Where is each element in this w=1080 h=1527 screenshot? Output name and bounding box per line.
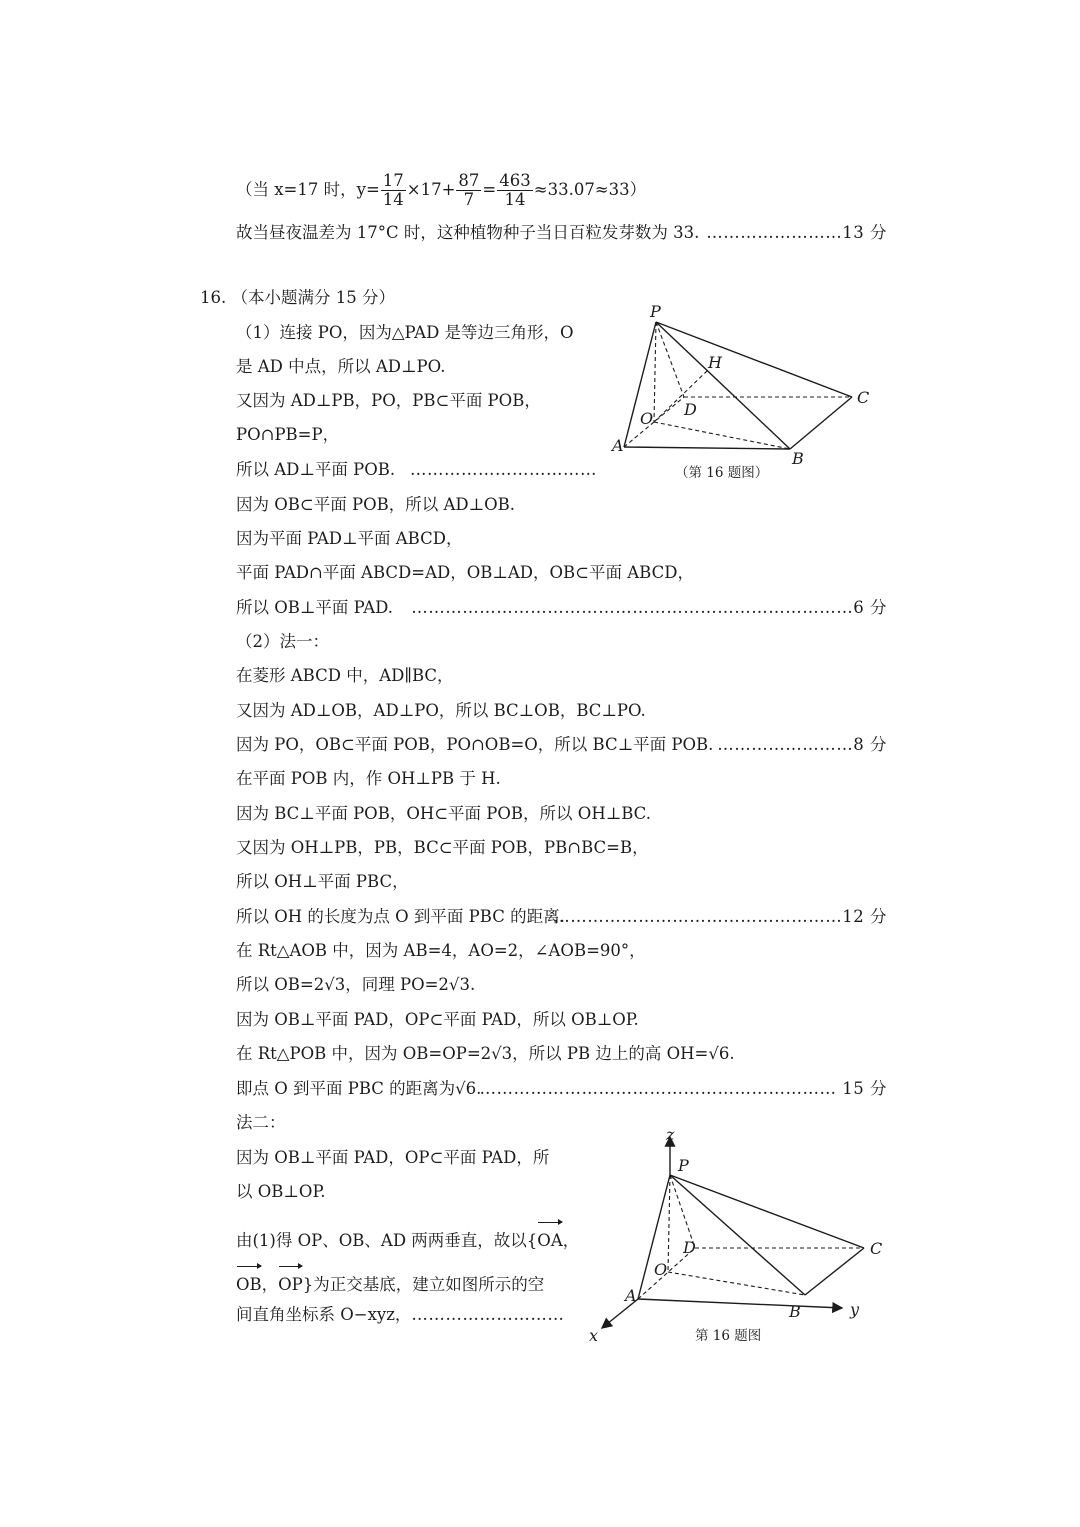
- edge-PC: [656, 322, 852, 397]
- proof-line: 法二：: [236, 1113, 286, 1132]
- proof-line: 所以 OH 的长度为点 O 到平面 PBC 的距离.: [236, 907, 565, 926]
- axis-y: [638, 1299, 842, 1308]
- proof-line: 平面 PAD∩平面 ABCD=AD，OB⊥AD，OB⊂平面 ABCD，: [236, 563, 694, 582]
- label-B: B: [792, 449, 804, 468]
- edge-PB: [656, 322, 790, 449]
- label-D: D: [684, 400, 697, 419]
- calc-line: （当 x=17 时，y= $\frac{17}{14}$ ×17+ $\frac{87}{7}$ = $\frac{463}{14}$ ≈33.07≈33）: [236, 171, 647, 209]
- fraction-87-7: $\frac{87}{7}$: [458, 171, 480, 209]
- segment-OB: [668, 1272, 805, 1295]
- proof-line: 在菱形 ABCD 中，AD∥BC，: [236, 666, 454, 685]
- label-B: B: [789, 1302, 801, 1321]
- proof-line: 所以 OB⊥平面 PAD.: [236, 598, 394, 617]
- proof-line: 又因为 OH⊥PB，PB，BC⊂平面 POB，PB∩BC=B，: [236, 838, 649, 857]
- segment-OH: [654, 370, 708, 422]
- method2-line-3: 间直角坐标系 O−xyz，………………………: [236, 1305, 565, 1324]
- proof-line: 在平面 POB 内，作 OH⊥PB 于 H.: [236, 769, 501, 788]
- proof-line: 因为 OB⊥平面 PAD，OP⊂平面 PAD，所: [236, 1148, 550, 1167]
- proof-line: 所以 AD⊥平面 POB.: [236, 460, 396, 479]
- proof-line: 以 OB⊥OP.: [236, 1182, 326, 1201]
- figure-2-caption: 第 16 题图: [695, 1328, 762, 1344]
- proof-line: 是 AD 中点，所以 AD⊥PO.: [236, 357, 446, 376]
- proof-points: ……………………8 分: [717, 735, 887, 754]
- label-C: C: [870, 1239, 883, 1258]
- proof-line: （2）法一：: [236, 632, 329, 651]
- vector-OB: OB: [236, 1264, 262, 1300]
- proof-line: 又因为 AD⊥PB，PO，PB⊂平面 POB，: [236, 391, 541, 410]
- edge-BC: [790, 397, 852, 449]
- proof-line: 因为 PO，OB⊂平面 POB，PO∩OB=O，所以 BC⊥平面 POB.: [236, 735, 714, 754]
- proof-line: 又因为 AD⊥OB，AD⊥PO，所以 BC⊥OB，BC⊥PO.: [236, 701, 646, 720]
- proof-line: 在 Rt△AOB 中，因为 AB=4，AO=2，∠AOB=90°，: [236, 941, 646, 960]
- label-D: D: [683, 1238, 696, 1257]
- label-y: y: [850, 1300, 860, 1319]
- vector-OA: OA: [537, 1220, 562, 1256]
- vector-OP: OP: [278, 1264, 303, 1300]
- proof-line: PO∩PB=P，: [236, 425, 340, 444]
- label-P: P: [650, 302, 661, 321]
- label-O: O: [654, 1260, 668, 1279]
- label-z: z: [666, 1125, 675, 1144]
- fraction-17-14: $\frac{17}{14}$: [382, 171, 404, 209]
- question-16-header: 16. （本小题满分 15 分）: [200, 288, 395, 307]
- calc-prefix: （当 x=17 时，y=: [236, 180, 380, 199]
- proof-line: 所以 OB=2√3，同理 PO=2√3.: [236, 975, 476, 994]
- proof-points: ……………………………………………12 分: [553, 907, 887, 926]
- method2-line-1: 由(1)得 OP、OB、AD 两两垂直，故以{OA，: [236, 1220, 579, 1256]
- edge-AB: [624, 447, 790, 449]
- label-A: A: [612, 436, 624, 455]
- edge-BC: [805, 1248, 864, 1295]
- figure-2-coordinate-system: [580, 1125, 883, 1355]
- figure-1-caption: （第 16 题图）: [675, 465, 769, 481]
- label-A: A: [625, 1286, 637, 1305]
- edge-PC: [670, 1175, 864, 1248]
- segment-PO: [668, 1175, 670, 1272]
- label-P: P: [678, 1156, 689, 1175]
- conclusion-line: 故当昼夜温差为 17°C 时，这种植物种子当日百粒发芽数为 33.: [236, 223, 700, 242]
- label-H: H: [708, 353, 722, 372]
- proof-points: ……………………………: [410, 460, 597, 479]
- proof-line: 在 Rt△POB 中，因为 OB=OP=2√3，所以 PB 边上的高 OH=√6.: [236, 1044, 735, 1063]
- conclusion-points: ……………………13 分: [706, 223, 887, 242]
- label-O: O: [640, 409, 654, 428]
- proof-line: （1）连接 PO，因为△PAD 是等边三角形，O: [236, 323, 574, 342]
- label-C: C: [857, 388, 870, 407]
- segment-PO: [654, 322, 656, 422]
- method2-line-2: OB，OP}为正交基底，建立如图所示的空: [236, 1264, 544, 1300]
- proof-line: 因为 OB⊂平面 POB，所以 AD⊥OB.: [236, 495, 516, 514]
- proof-line: 所以 OH⊥平面 PBC，: [236, 872, 409, 891]
- proof-line: 因为 OB⊥平面 PAD，OP⊂平面 PAD，所以 OB⊥OP.: [236, 1010, 639, 1029]
- proof-line: 因为 BC⊥平面 POB，OH⊂平面 POB，所以 OH⊥BC.: [236, 804, 651, 823]
- label-x: x: [589, 1326, 599, 1345]
- edge-PA: [624, 322, 656, 447]
- proof-points: ……………………………………………………………………6 分: [411, 598, 887, 617]
- proof-line: 因为平面 PAD⊥平面 ABCD，: [236, 529, 463, 548]
- segment-OB: [654, 422, 790, 449]
- edge-PA: [638, 1175, 670, 1299]
- proof-line: 即点 O 到平面 PBC 的距离为√6.: [236, 1079, 482, 1098]
- edge-PD: [656, 322, 684, 397]
- proof-points: ……………………………………………………… 15 分: [479, 1079, 887, 1098]
- fraction-463-14: $\frac{463}{14}$: [499, 171, 531, 209]
- figure-1-pyramid: [610, 300, 880, 480]
